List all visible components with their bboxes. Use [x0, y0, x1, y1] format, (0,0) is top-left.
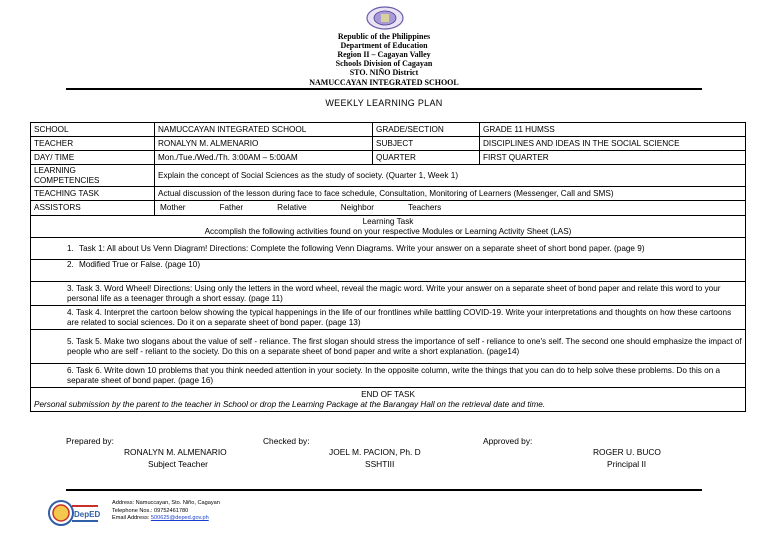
table-row — [31, 388, 746, 412]
approved-by-label: Approved by: — [483, 436, 533, 446]
subject-label: SUBJECT — [373, 137, 480, 151]
checked-by-label: Checked by: — [263, 436, 310, 446]
assistor-neighbor: Neighbor — [340, 203, 374, 213]
footer-email-link[interactable]: 500625@deped.gov.ph — [150, 515, 209, 521]
teaching-task-value: Actual discussion of the lesson during face to face schedule, Consultation, Monitoring of Learners (Messenger, Call and SMS) — [155, 187, 746, 201]
day-label: DAY/ TIME — [31, 151, 155, 165]
competencies-label-line2: COMPETENCIES — [34, 175, 100, 185]
task-1-text: Task 1: All about Us Venn Diagram! Directions: Complete the following Venn Diagrams. Write your answer on a separate sheet of short bond paper. (page 9) — [79, 243, 645, 253]
table-row — [31, 260, 746, 282]
end-of-task-note: Personal submission by the parent to the teacher in School or drop the Learning Package at the Barangay Hall on the retrieval date and time. — [34, 399, 546, 409]
competencies-label-line1: LEARNING — [34, 166, 76, 175]
table-row — [31, 238, 746, 260]
assistor-father: Father — [219, 203, 244, 213]
task-6: 6. Task 6. Write down 10 problems that you think needed attention in your society. In the opposite column, write the things that you can do to help solve these problems. Do this on a separate sheet of bond paper. (page 16) — [31, 364, 746, 388]
table-row — [31, 187, 746, 201]
school-value: NAMUCCAYAN INTEGRATED SCHOOL — [155, 123, 373, 137]
teaching-task-label: TEACHING TASK — [31, 187, 155, 201]
approved-by-title: Principal II — [607, 459, 647, 469]
approved-by-name: ROGER U. BUCO — [593, 447, 661, 457]
table-row — [31, 137, 746, 151]
school-label: SCHOOL — [31, 123, 155, 137]
end-of-task — [31, 388, 746, 412]
grade-label: GRADE/SECTION — [373, 123, 480, 137]
table-row — [31, 306, 746, 330]
table-row — [31, 282, 746, 306]
prepared-by-label: Prepared by: — [66, 436, 114, 446]
task-5: 5. Task 5. Make two slogans about the value of self - reliance. The first slogan should stress the importance of self - reliance to one's self. The second one should emphasize the impact of people who are self - reliant to the society. Do this on a separate sheet of bond paper and write a short explanation. (page14) — [31, 330, 746, 364]
header-republic: Republic of the Philippines — [337, 32, 431, 41]
footer-divider — [66, 489, 702, 491]
deped-seal-icon — [365, 6, 405, 30]
teacher-label: TEACHER — [31, 137, 155, 151]
competencies-value: Explain the concept of Social Sciences as the study of society. (Quarter 1, Week 1) — [155, 165, 746, 187]
assistors-label: ASSISTORS — [31, 201, 155, 216]
assistor-teachers: Teachers — [407, 203, 442, 213]
checked-by-title: SSHTIII — [365, 459, 395, 469]
prepared-by-name: RONALYN M. ALMENARIO — [124, 447, 227, 457]
assistors-value — [155, 201, 746, 216]
plan-title: WEEKLY LEARNING PLAN — [325, 98, 443, 108]
teacher-value: RONALYN M. ALMENARIO — [155, 137, 373, 151]
header-divider — [66, 88, 702, 90]
quarter-value: FIRST QUARTER — [480, 151, 746, 165]
learning-task-intro: Accomplish the following activities found on your respective Modules or Learning Activity Sheet (LAS) — [204, 226, 572, 236]
competencies-label — [31, 165, 155, 187]
header-division: Schools Division of Cagayan — [335, 59, 433, 68]
header-school: NAMUCCAYAN INTEGRATED SCHOOL — [309, 78, 459, 87]
table-row — [31, 123, 746, 137]
day-value: Mon./Tue./Wed./Th. 3:00AM – 5:00AM — [155, 151, 373, 165]
task-4: 4. Task 4. Interpret the cartoon below showing the typical happenings in the life of our frontlines while battling COVID-19. Write your interpretations and thoughts on how these cartoons are related to social sciences. Do it on a separate sheet of bond paper. (page 13) — [31, 306, 746, 330]
table-row — [31, 201, 746, 216]
table-row — [31, 216, 746, 238]
deped-logo-icon — [48, 493, 102, 533]
footer-telephone: Telephone Nos.: 09752461780 — [112, 507, 189, 514]
end-of-task-title: END OF TASK — [361, 390, 415, 399]
assistor-mother: Mother — [160, 203, 186, 213]
footer-contact — [112, 500, 220, 523]
prepared-by-title: Subject Teacher — [148, 459, 208, 469]
table-row — [31, 165, 746, 187]
quarter-label: QUARTER — [373, 151, 480, 165]
task-2-text: Modified True or False. (page 10) — [79, 260, 201, 269]
table-row — [31, 364, 746, 388]
header-region: Region II – Cagayan Valley — [337, 50, 431, 59]
header-district: STO. NIÑO District — [349, 68, 419, 77]
weekly-plan-table — [30, 122, 746, 412]
task-3: 3. Task 3. Word Wheel! Directions: Using only the letters in the word wheel, reveal the magic word. Write your answer on a separate sheet of bond paper and relate this word to your personal life as a teenager through a short essay. (page 11) — [31, 282, 746, 306]
table-row — [31, 151, 746, 165]
learning-task-header — [31, 216, 746, 238]
assistor-relative: Relative — [277, 203, 307, 213]
grade-value: GRADE 11 HUMSS — [480, 123, 746, 137]
footer-email-label: Email Address: — [112, 515, 151, 521]
table-row — [31, 330, 746, 364]
deped-logo-text: DepED — [74, 510, 101, 519]
checked-by-name: JOEL M. PACION, Ph. D — [329, 447, 421, 457]
header-department: Department of Education — [340, 41, 428, 50]
footer-email-row — [112, 515, 220, 523]
footer-address: Address: Namuccayan, Sto. Niño, Cagayan — [112, 500, 220, 506]
learning-task-title: Learning Task — [362, 217, 414, 226]
subject-value: DISCIPLINES AND IDEAS IN THE SOCIAL SCIENCE — [480, 137, 746, 151]
task-2: 2. Modified True or False. (page 10) — [31, 260, 746, 282]
task-1: 1. Task 1: All about Us Venn Diagram! Directions: Complete the following Venn Diagrams. Write your answer on a separate sheet of short bond paper. (page 9) — [31, 238, 746, 260]
